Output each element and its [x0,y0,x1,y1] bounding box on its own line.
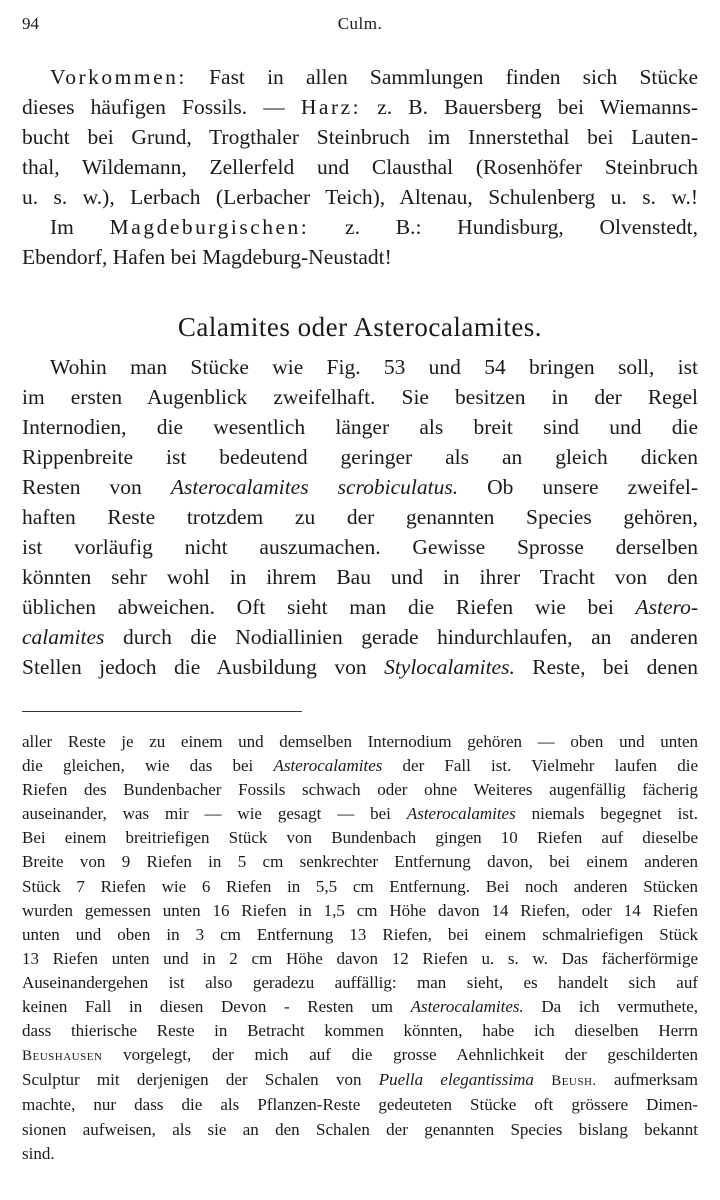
text-line [22,62,698,92]
footnote-line [22,947,698,971]
text-run [534,1070,551,1089]
text-run: Da ich vermuthete, [523,997,699,1017]
text-run: unten und oben in 3 cm Entfernung 13 Riefen, bei einem schmalriefigen Stück [22,924,698,944]
footnote-line [22,850,698,874]
text-run: Rippenbreite ist bedeutend geringer als an gleich dicken [22,445,698,469]
text-run: Im [50,215,110,239]
footnote-line [22,1019,698,1043]
text-run: Resten von [22,475,171,499]
text-run: üblichen abweichen. Oft sieht man die Riefen wie bei [22,595,636,619]
footnote-line [22,730,698,754]
footnote-line [22,899,698,923]
text-run: ist vorläufig nicht auszumachen. Gewisse Sprosse derselben [22,535,698,559]
text-line [22,242,698,272]
text-run: z. B. Bauersberg bei Wiemanns- [361,95,698,119]
text-run: könnten sehr wohl in ihrem Bau und in ihrer Tracht von den [22,565,698,589]
text-run: im ersten Augenblick zweifelhaft. Sie besitzen in der Regel [22,385,698,409]
text-line [22,442,698,472]
text-run: auseinander, was mir — wie gesagt — bei [22,804,407,824]
text-line [22,502,698,532]
page-number: 94 [22,14,39,33]
footnote-line [22,875,698,899]
taxon-name: Asterocalamites scrobiculatus. [170,475,459,499]
text-run: aller Reste je zu einem und demselben Internodium gehören — oben und unten [22,732,698,751]
spaced-keyword: Vorkommen: [50,65,187,89]
text-run: thal, Wildemann, Zellerfeld und Clausthal (Rosenhöfer Steinbruch [22,155,698,179]
taxon-name: Asterocalamites [406,804,516,824]
taxon-name: Astero- [635,595,698,619]
footnote-line [22,802,698,826]
taxon-name: calamites [22,625,105,649]
footnote-line [22,826,698,850]
text-run: 13 Riefen unten und in 2 cm Höhe davon 12 Riefen u. s. w. Das fächerförmige [22,948,698,968]
text-run: Stück 7 Riefen wie 6 Riefen in 5,5 cm Entfernung. Bei noch anderen Stücken [22,876,698,896]
text-run: Bei einem breitriefigen Stück von Bundenbach gingen 10 Riefen auf dieselbe [22,828,698,848]
text-line [22,122,698,152]
text-line [22,382,698,412]
section-heading: Calamites oder Asterocalamites. [177,312,543,342]
text-run: dass thierische Reste in Betracht kommen könnten, habe ich dieselben Herrn [22,1021,698,1041]
running-head [22,14,698,38]
text-line [22,592,698,622]
spaced-keyword: Harz: [300,95,362,119]
text-run: Reste, bei denen [514,655,698,679]
text-run: dieses häufigen Fossils. — [22,95,301,119]
footnote-line [22,1043,698,1068]
text-run: Auseinandergehen ist also geradezu auffällig: man sieht, es handelt sich auf [22,972,698,992]
text-run: Wohin man Stücke wie Fig. 53 und 54 bringen soll, ist [50,355,698,379]
footnote-line [22,754,698,778]
text-run: Ebendorf, Hafen bei Magdeburg-Neustadt! [22,245,392,269]
text-run: sionen aufweisen, als sie an den Schalen der genannten Species bislang bekannt [22,1119,698,1139]
text-run: aufmerksam [596,1070,698,1090]
text-line [22,622,698,652]
text-run: Riefen des Bundenbacher Fossils schwach oder ohne Weiteres augenfällig fächerig [22,780,698,800]
taxon-name: Stylocalamites. [384,655,515,679]
text-run: z. B.: Hundisburg, Olvenstedt, [309,215,698,239]
text-run: durch die Nodiallinien gerade hindurchlaufen, an anderen [104,625,698,649]
footnote-line [22,1142,698,1166]
text-line [22,562,698,592]
running-title: Culm. [337,14,383,33]
text-line [22,212,698,242]
text-line [22,92,698,122]
text-run: machte, nur dass die als Pflanzen-Reste gedeuteten Stücke oft grössere Dimen- [22,1095,698,1115]
footnote-line [22,1093,698,1117]
footnote-line [22,971,698,995]
text-line [22,182,698,212]
text-run: Fast in allen Sammlungen finden sich Stücke [186,65,698,89]
author-name: Beush. [551,1073,597,1090]
text-line [22,652,698,682]
text-run: sind. [22,1143,55,1163]
taxon-name: Asterocalamites. [410,997,524,1017]
footnote [22,730,698,1166]
footnote-divider [22,711,302,712]
occurrence-paragraph [22,62,698,272]
text-run: wurden gemessen unten 16 Riefen in 1,5 cm Höhe davon 14 Riefen, oder 14 Riefen [22,900,698,920]
text-line [22,412,698,442]
taxon-name: Puella elegantissima [378,1070,534,1090]
text-run: Sculptur mit derjenigen der Schalen von [22,1070,379,1090]
footnote-line [22,778,698,802]
text-line [22,472,698,502]
text-run: u. s. w.), Lerbach (Lerbacher Teich), Altenau, Schulenberg u. s. w.! [22,185,698,209]
spaced-keyword: Magdeburgischen: [109,215,310,239]
text-run: die gleichen, wie das bei [22,756,274,776]
text-line [22,532,698,562]
author-name: Beushausen [22,1048,103,1065]
footnote-line [22,1118,698,1142]
text-run: niemals begegnet ist. [515,804,698,824]
taxon-name: Asterocalamites [273,756,383,776]
text-run: Ob unsere zweifel- [458,475,699,499]
description-paragraph [22,352,698,682]
text-run: Stellen jedoch die Ausbildung von [22,655,385,679]
text-run: der Fall ist. Vielmehr laufen die [382,756,698,776]
footnote-line [22,923,698,947]
text-run: vorgelegt, der mich auf die grosse Aehnlichkeit der geschilderten [102,1045,698,1065]
text-run: Internodien, die wesentlich länger als breit sind und die [22,415,698,439]
text-line [22,352,698,382]
footnote-line [22,1068,698,1093]
text-run: bucht bei Grund, Trogthaler Steinbruch im Innerstethal bei Lauten- [22,125,698,149]
footnote-line [22,995,698,1019]
text-run: keinen Fall in diesen Devon - Resten um [22,997,411,1017]
text-run: haften Reste trotzdem zu der genannten Species gehören, [22,505,698,529]
text-run: Breite von 9 Riefen in 5 cm senkrechter Entfernung davon, bei einem anderen [22,852,698,872]
text-line [22,152,698,182]
